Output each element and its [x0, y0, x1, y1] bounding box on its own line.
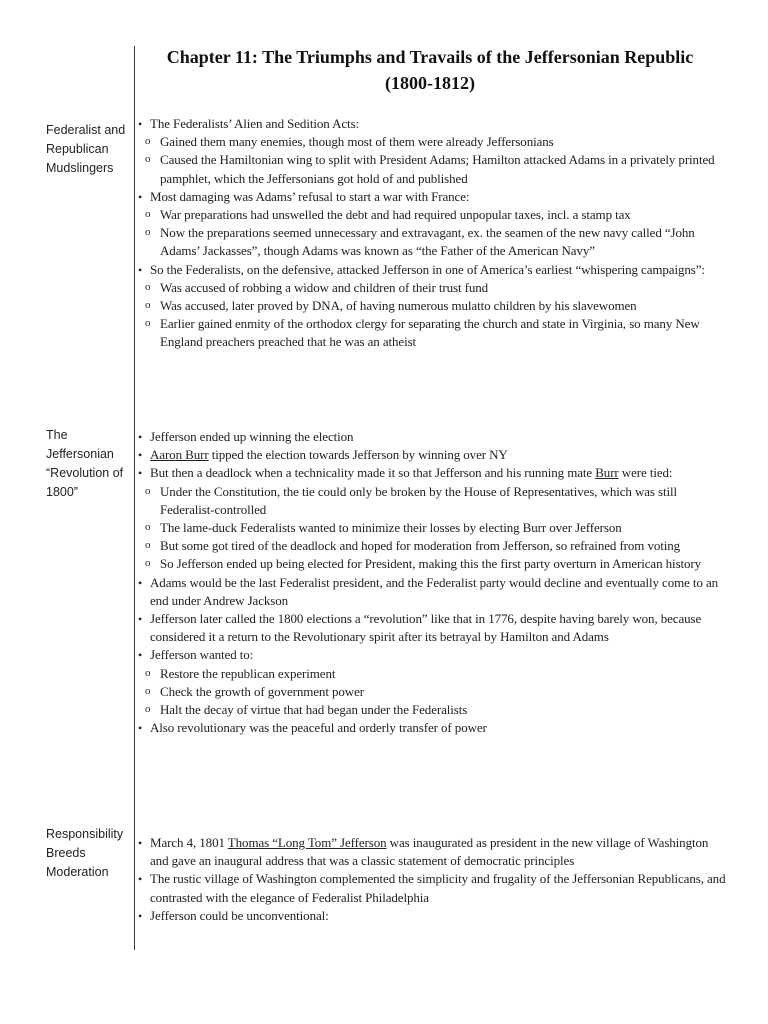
sub-bullet-item: o But some got tired of the deadlock and hoped for moderation from Jefferson, so refrained from voting	[137, 537, 727, 555]
page-title: Chapter 11: The Triumphs and Travails of the Jeffersonian Republic (1800-1812)	[166, 47, 694, 93]
underlined-name: Burr	[595, 465, 619, 481]
bullet-item: • But then a deadlock when a technicality made it so that Jefferson and his running mate Burr were tied: o Under the Constitution, the tie could only be broken by the House of Representatives, which was still Federalist-controlled o The lame-duck Federalists wanted to minimize their losses by electing Burr over Jefferson o But some got tired of the deadlock and hoped for moderation from Jefferson, so refrained from voting o So Jefferson ended up being elected for President, making this the first party overturn in American history	[137, 464, 727, 573]
column-divider	[134, 46, 135, 950]
sub-bullet-item: o Under the Constitution, the tie could only be broken by the House of Representatives, which was still Federalist-controlled	[137, 483, 727, 519]
bullet-item: • Also revolutionary was the peaceful and orderly transfer of power	[137, 719, 727, 737]
section-label: Responsibility Breeds Moderation	[46, 827, 124, 879]
sub-bullet-item: o The lame-duck Federalists wanted to minimize their losses by electing Burr over Jefferson	[137, 519, 727, 537]
bullet-item: • The Federalists’ Alien and Sedition Acts: o Gained them many enemies, though most of them were already Jeffersonians o Caused the Hamiltonian wing to split with President Adams; Hamilton attacked Adams in a privately printed pamphlet, which the Jeffersonians got hold of and published	[137, 115, 727, 188]
sub-bullet-item: o Was accused, later proved by DNA, of having numerous mulatto children by his slavewomen	[137, 297, 727, 315]
section-label: The Jeffersonian “Revolution of 1800”	[46, 428, 124, 499]
sub-bullet-item: o So Jefferson ended up being elected for President, making this the first party overturn in American history	[137, 555, 727, 573]
bullet-item: • Jefferson later called the 1800 elections a “revolution” like that in 1776, despite having barely won, because considered it a return to the Revolutionary spirit after its betrayal by Hamilton and Adams	[137, 610, 727, 646]
bullet-item: • The rustic village of Washington complemented the simplicity and frugality of the Jeffersonian Republicans, and contrasted with the elegance of Federalist Philadelphia	[137, 870, 727, 906]
sub-bullet-item: o Check the growth of government power	[137, 683, 727, 701]
sub-bullet-item: o Gained them many enemies, though most of them were already Jeffersonians	[137, 133, 727, 151]
bullet-item: • March 4, 1801 Thomas “Long Tom” Jefferson was inaugurated as president in the new village of Washington and gave an inaugural address that was a classic statement of democratic principles	[137, 834, 727, 870]
notes-section	[137, 834, 727, 925]
underlined-name: Thomas “Long Tom” Jefferson	[227, 835, 387, 850]
bullet-item: • Aaron Burr tipped the election towards Jefferson by winning over NY	[137, 446, 727, 464]
bullet-item: • Adams would be the last Federalist president, and the Federalist party would decline and eventually come to an end under Andrew Jackson	[137, 574, 727, 610]
sub-bullet-item: o Was accused of robbing a widow and children of their trust fund	[137, 279, 727, 297]
sub-bullet-item: o Now the preparations seemed unnecessary and extravagant, ex. the seamen of the new navy called “John Adams’ Jackasses”, though Adams was known as “the Father of the American Navy”	[137, 224, 727, 260]
section-label: Federalist and Republican Mudslingers	[46, 123, 126, 175]
sub-bullet-item: o Earlier gained enmity of the orthodox clergy for separating the church and state in Virginia, so many New England preachers preached that he was an atheist	[137, 315, 727, 351]
bullet-item: • So the Federalists, on the defensive, attacked Jefferson in one of America’s earliest “whispering campaigns”: o Was accused of robbing a widow and children of their trust fund o Was accused, later proved by DNA, of having numerous mulatto children by his slavewomen o Earlier gained enmity of the orthodox clergy for separating the church and state in Virginia, so many New England preachers preached that he was an atheist	[137, 261, 727, 352]
bullet-item: • Jefferson wanted to: o Restore the republican experiment o Check the growth of government power o Halt the decay of virtue that had began under the Federalists	[137, 646, 727, 719]
sub-bullet-item: o Halt the decay of virtue that had began under the Federalists	[137, 701, 727, 719]
bullet-item: • Jefferson ended up winning the election	[137, 428, 727, 446]
sub-bullet-item: o Caused the Hamiltonian wing to split with President Adams; Hamilton attacked Adams in a privately printed pamphlet, which the Jeffersonians got hold of and published	[137, 151, 727, 187]
notes-section	[137, 428, 727, 737]
bullet-item: • Most damaging was Adams’ refusal to start a war with France: o War preparations had unswelled the debt and had required unpopular taxes, incl. a stamp tax o Now the preparations seemed unnecessary and extravagant, ex. the seamen of the new navy called “John Adams’ Jackasses”, though Adams was known as “the Father of the American Navy”	[137, 188, 727, 261]
notes-section	[137, 115, 727, 352]
sub-bullet-item: o War preparations had unswelled the debt and had required unpopular taxes, incl. a stamp tax	[137, 206, 727, 224]
bullet-item: • Jefferson could be unconventional:	[137, 907, 727, 925]
underlined-name: Aaron Burr	[150, 447, 209, 463]
sub-bullet-item: o Restore the republican experiment	[137, 665, 727, 683]
